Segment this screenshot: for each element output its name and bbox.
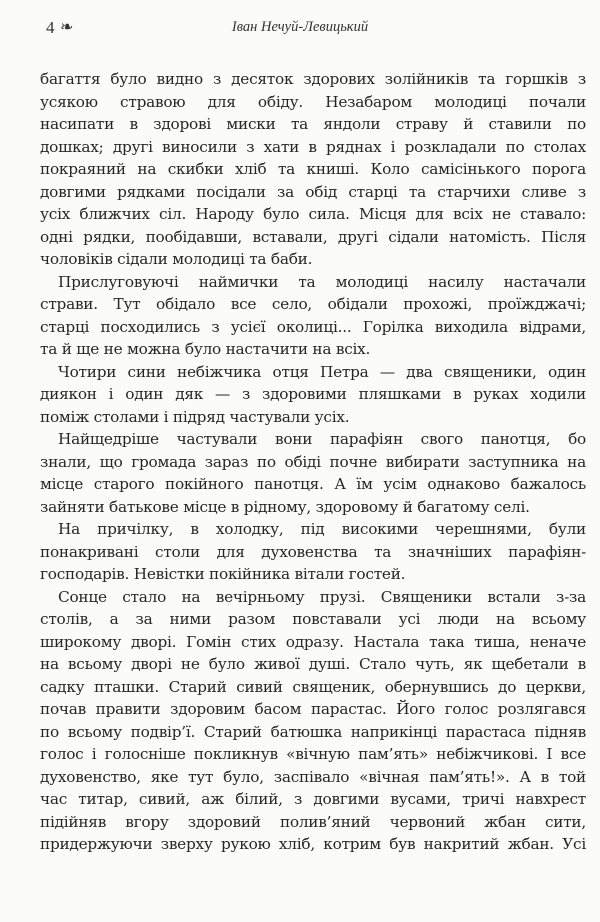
paragraph xyxy=(40,271,586,361)
text-line: час титар, сивий, аж білий, з довгими вусами, тричі навхрест xyxy=(40,790,586,808)
paragraph xyxy=(40,68,586,271)
text-line: місце старого покійного панотця. А їм усім однаково бажалось xyxy=(40,475,586,493)
text-line: старці посходились з усієї околиці... Горілка виходила відрами, xyxy=(40,317,586,336)
page-number: 4 xyxy=(46,18,55,37)
text-line: Сонце стало на вечірньому прузі. Священики встали з-за xyxy=(58,587,586,606)
paragraph xyxy=(40,586,586,856)
text-line: столів, а за ними разом повставали усі люди на всьому xyxy=(40,610,586,628)
paragraph xyxy=(40,428,586,518)
text-line: почав правити здоровим басом парастас. Його голос розлягався xyxy=(40,700,586,718)
text-line: садку пташки. Старий сивий священик, обернувшись до церкви, xyxy=(40,677,586,696)
page-header xyxy=(0,18,600,42)
text-line: придержуючи зверху рукою хліб, котрим був накритий жбан. Усі xyxy=(40,835,586,853)
text-line: широкому дворі. Гомін стих одразу. Настала така тиша, неначе xyxy=(40,632,586,651)
text-line: Прислуговуючі наймички та молодиці насилу настачали xyxy=(58,272,586,291)
text-line: духовенство, яке тут було, заспівало «вічная пам’ять!». А в той xyxy=(40,767,586,786)
text-line: Найщедріше частували вони парафіян свого панотця, бо xyxy=(58,430,586,448)
text-line: одні рядки, пообідавши, вставали, другі сідали натомість. Після xyxy=(40,227,586,246)
text-line: підійняв вгору здоровий полив’яний червоний жбан сити, xyxy=(40,812,586,831)
text-line: На причілку, в холодку, під високими черешнями, були xyxy=(58,520,586,538)
text-line: по всьому подвір’ї. Старий батюшка наприкінці парастаса підняв xyxy=(40,722,586,741)
text-line: насипати в здорові миски та яндоли страву й ставили по xyxy=(40,115,586,133)
running-title: Іван Нечуй-Левицький xyxy=(231,19,369,35)
text-line: усякою стравою для обіду. Незабаром молодиці почали xyxy=(40,92,586,111)
text-line: покраяний на скибки хліб та книші. Коло самісінького порога xyxy=(40,160,586,178)
text-line: на всьому дворі не було живої душі. Стало чуть, як щебетали в xyxy=(40,655,586,673)
text-line: поміж столами і підряд частували усіх. xyxy=(40,407,350,426)
body-text xyxy=(40,68,586,856)
text-line: понакривані столи для духовенства та значніших парафіян- xyxy=(40,542,586,561)
text-line: господарів. Невістки покійника вітали гостей. xyxy=(40,565,406,583)
text-line: та й ще не можна було настачити на всіх. xyxy=(40,340,371,358)
text-line: дошках; другі виносили з хати в ряднах і розкладали по столах xyxy=(40,137,586,156)
text-line: багаття було видно з десяток здорових золійників та горшків з xyxy=(40,70,586,88)
text-line: страви. Тут обідало все село, обідали прохожі, проїжджачі; xyxy=(40,295,586,313)
text-line: Чотири сини небіжчика отця Петра — два священики, один xyxy=(58,362,586,381)
text-line: зайняти батькове місце в рідному, здоровому й багатому селі. xyxy=(40,497,530,516)
text-line: чоловіків сідали молодиці та баби. xyxy=(40,250,313,268)
fleuron-icon: ❧ xyxy=(60,17,74,36)
text-line: довгими рядками посідали за обід старці та старчихи сливе з xyxy=(40,182,586,201)
text-line: голос і голосніше покликнув «вічную пам’ять» небіжчикові. І все xyxy=(40,745,586,763)
paragraph xyxy=(40,361,586,429)
text-line: диякон і один дяк — з здоровими пляшками в руках ходили xyxy=(40,385,586,403)
text-line: знали, що громада зараз по обіді почне вибирати заступника на xyxy=(40,452,586,471)
text-line: усіх ближчих сіл. Народу було сила. Місця для всіх не ставало: xyxy=(40,205,586,223)
paragraph xyxy=(40,518,586,586)
